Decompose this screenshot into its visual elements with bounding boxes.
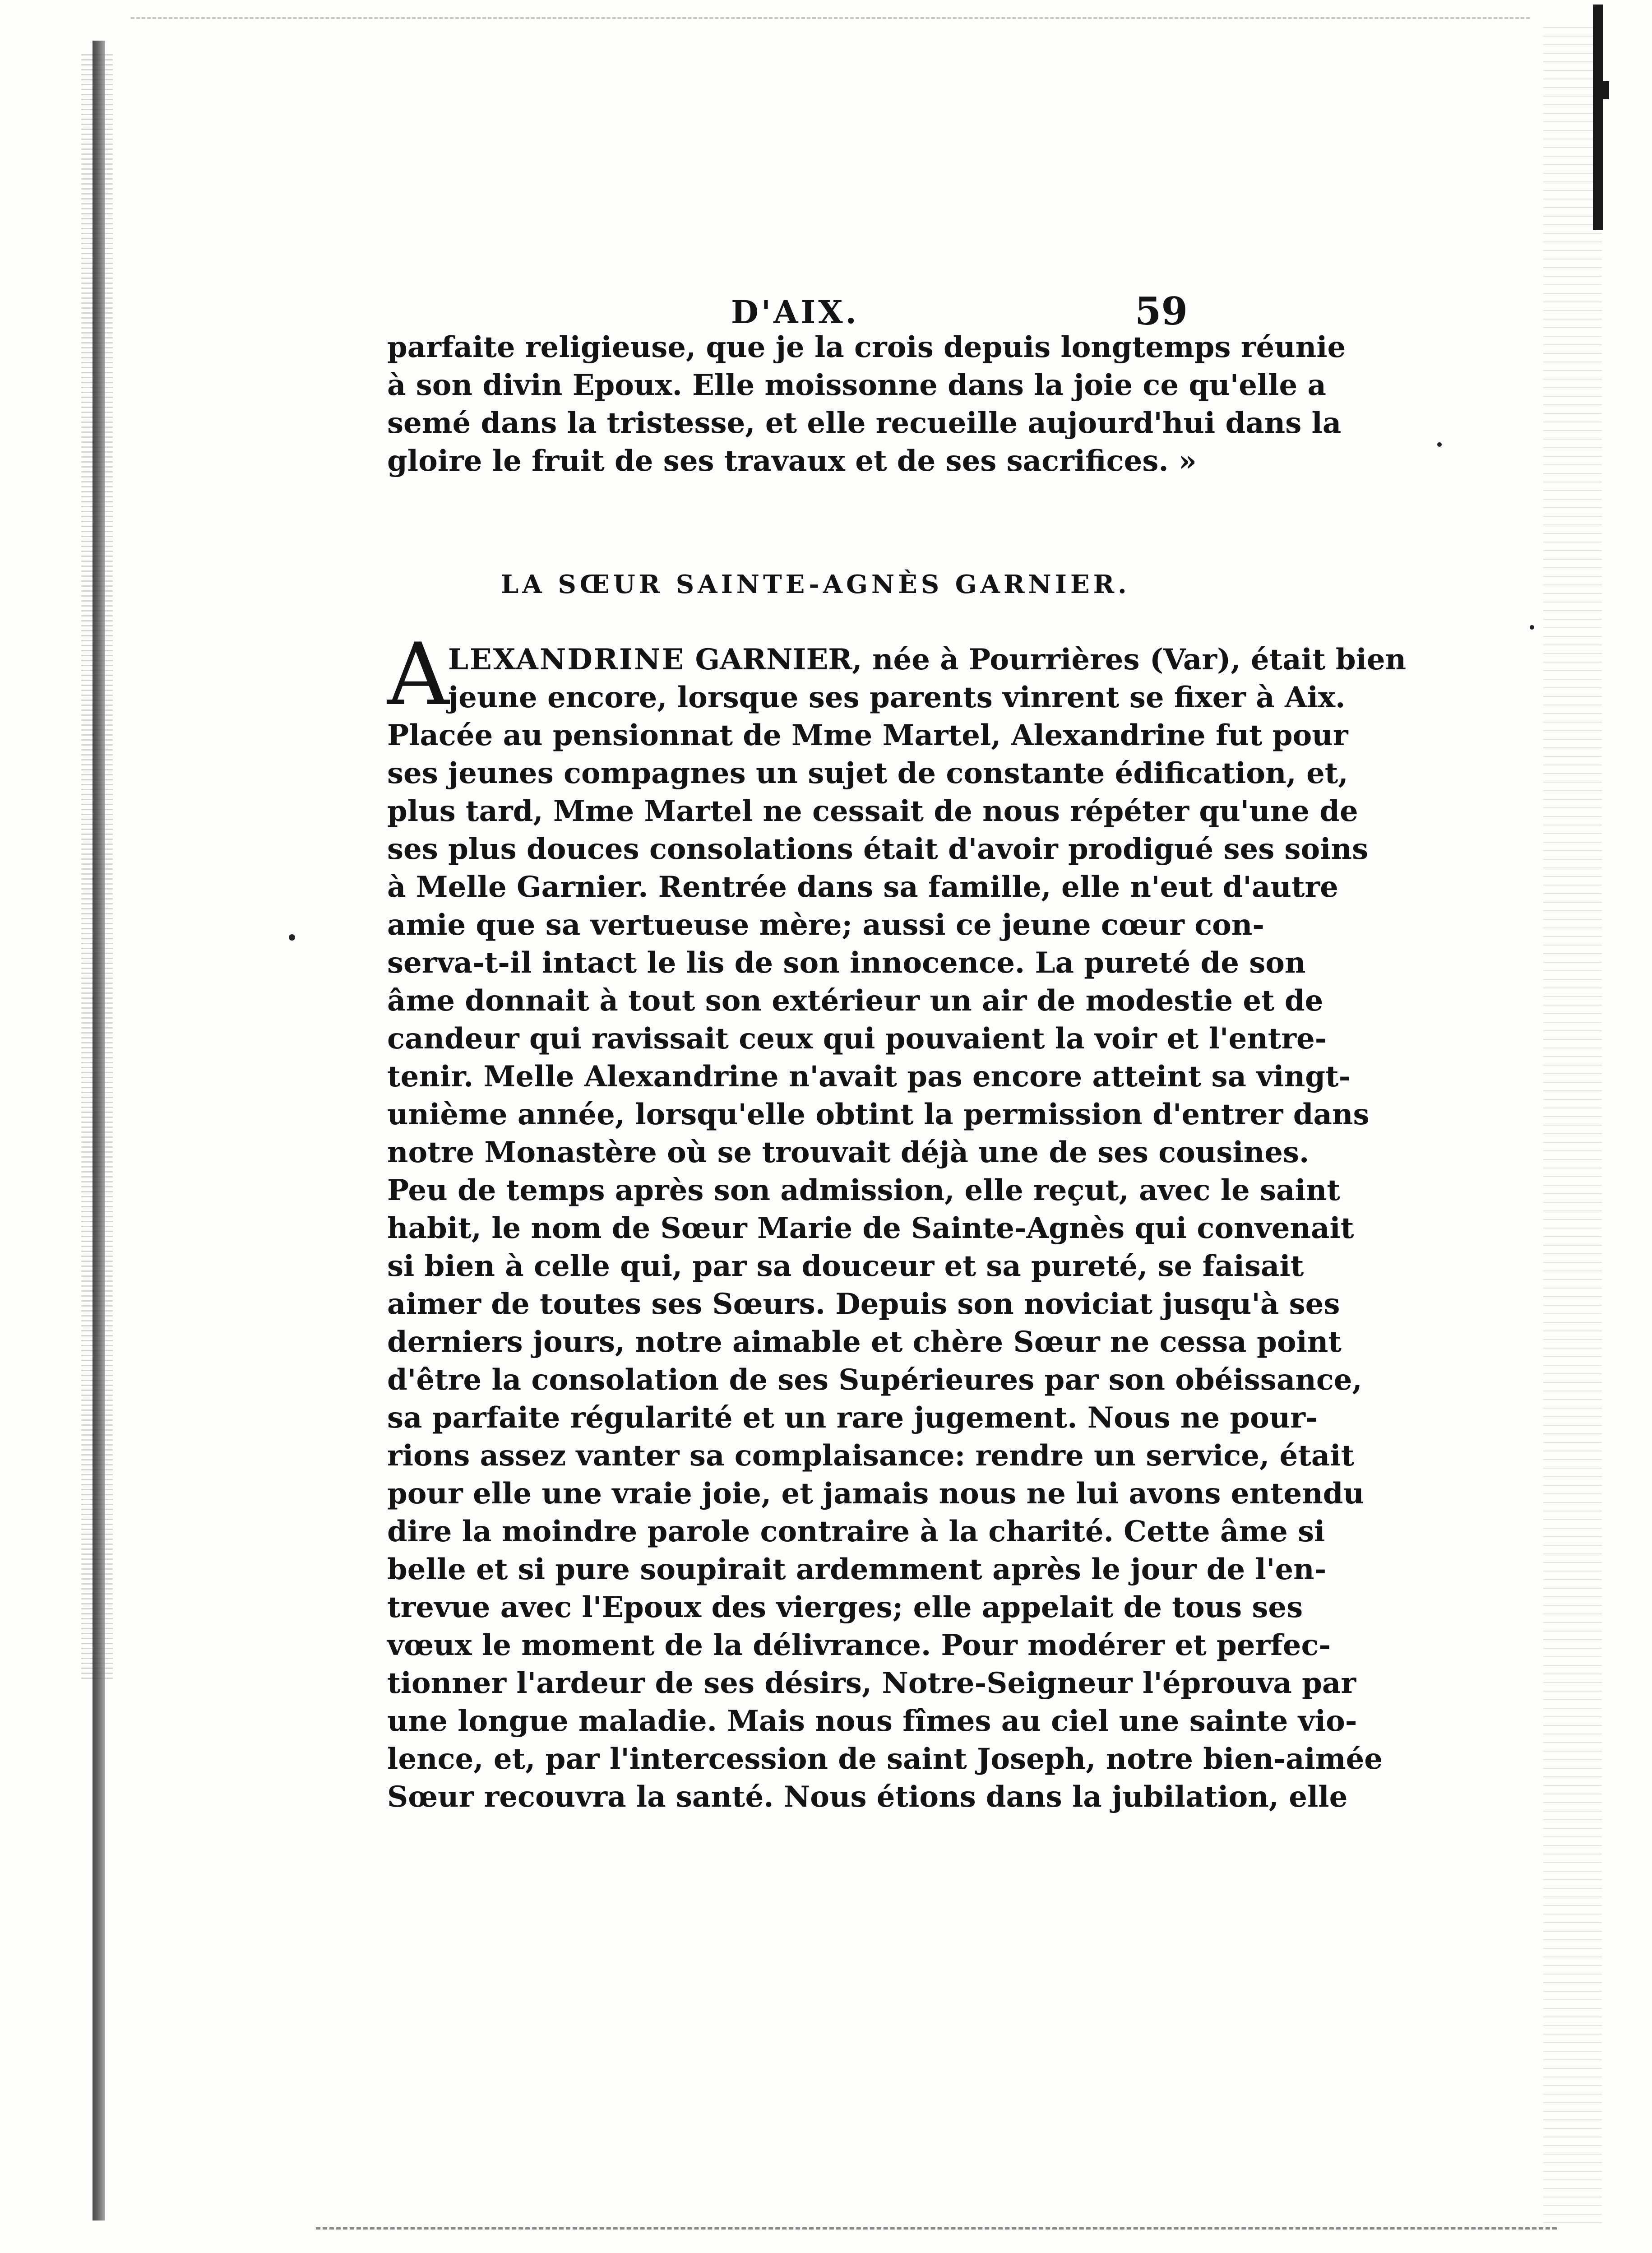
text-line: si bien à celle qui, par sa douceur et sa pureté, se faisait [387, 1249, 1304, 1283]
drop-cap: A [387, 625, 449, 724]
text-line: plus tard, Mme Martel ne cessait de nous répéter qu'une de [387, 794, 1358, 828]
text-line: derniers jours, notre aimable et chère Sœur ne cessa point [387, 1325, 1342, 1359]
text-line: Sœur recouvra la santé. Nous étions dans la jubilation, elle [387, 1780, 1348, 1814]
scan-top-rule [131, 17, 1530, 19]
first-line-rest: GARNIER, née à Pourrières (Var), était bien [685, 643, 1407, 677]
biography-paragraph [387, 641, 1407, 1816]
text-line: âme donnait à tout son extérieur un air de modestie et de [387, 984, 1323, 1018]
text-line: belle et si pure soupirait ardemment après le jour de l'en- [387, 1553, 1327, 1586]
text-line: à son divin Epoux. Elle moissonne dans la joie ce qu'elle a [387, 368, 1326, 402]
text-line: tenir. Melle Alexandrine n'avait pas encore atteint sa vingt- [387, 1060, 1351, 1094]
text-line: aimer de toutes ses Sœurs. Depuis son noviciat jusqu'à ses [387, 1287, 1340, 1321]
scan-bottom-rule [316, 2227, 1557, 2230]
running-head: D'AIX. [731, 293, 859, 331]
scan-right-edge-mark [1593, 81, 1609, 99]
scan-right-noise [1543, 27, 1602, 2230]
text-line: amie que sa vertueuse mère; aussi ce jeune cœur con- [387, 908, 1264, 942]
text-line: candeur qui ravissait ceux qui pouvaient la voir et l'entre- [387, 1022, 1327, 1056]
text-line: rions assez vanter sa complaisance: rendre un service, était [387, 1439, 1355, 1473]
body-lines [387, 717, 1383, 1816]
text-line: semé dans la tristesse, et elle recueille aujourd'hui dans la [387, 406, 1342, 440]
text-line: ses jeunes compagnes un sujet de constante édification, et, [387, 756, 1348, 790]
text-line: parfaite religieuse, que je la crois depuis longtemps réunie [387, 330, 1346, 364]
text-line: d'être la consolation de ses Supérieures par son obéissance, [387, 1363, 1362, 1397]
page-number: 59 [1135, 289, 1188, 334]
text-line: pour elle une vraie joie, et jamais nous ne lui avons entendu [387, 1477, 1365, 1511]
first-line [387, 641, 1407, 679]
text-line: notre Monastère où se trouvait déjà une de ses cousines. [387, 1136, 1310, 1169]
text-line: unième année, lorsqu'elle obtint la permission d'entrer dans [387, 1098, 1370, 1131]
text-line: lence, et, par l'intercession de saint Joseph, notre bien-aimée [387, 1742, 1383, 1776]
intro-paragraph [387, 329, 1346, 480]
text-line: à Melle Garnier. Rentrée dans sa famille, elle n'eut d'autre [387, 870, 1338, 904]
text-line: Placée au pensionnat de Mme Martel, Alexandrine fut pour [387, 719, 1348, 752]
text-line: tionner l'ardeur de ses désirs, Notre-Seigneur l'éprouva par [387, 1666, 1356, 1700]
text-line: jeune encore, lorsque ses parents vinrent se fixer à Aix. [448, 681, 1346, 714]
text-line: gloire le fruit de ses travaux et de ses sacrifices. » [387, 444, 1197, 478]
text-line: habit, le nom de Sœur Marie de Sainte-Agnès qui convenait [387, 1211, 1354, 1245]
text-line: dire la moindre parole contraire à la charité. Cette âme si [387, 1515, 1325, 1548]
section-heading: LA SŒUR SAINTE-AGNÈS GARNIER. [501, 570, 1130, 599]
scan-right-edge-bar [1593, 5, 1603, 230]
text-line: vœux le moment de la délivrance. Pour modérer et perfec- [387, 1628, 1331, 1662]
scan-left-edge [93, 41, 105, 2221]
text-line: Peu de temps après son admission, elle reçut, avec le saint [387, 1173, 1340, 1207]
text-line: ses plus douces consolations était d'avoir prodigué ses soins [387, 832, 1369, 866]
scan-speck [1530, 625, 1534, 630]
first-word-smallcaps: LEXANDRINE [448, 643, 685, 677]
text-line: trevue avec l'Epoux des vierges; elle appelait de tous ses [387, 1590, 1303, 1624]
text-line: sa parfaite régularité et un rare jugement. Nous ne pour- [387, 1401, 1318, 1435]
text-line: serva-t-il intact le lis de son innocence. La pureté de son [387, 946, 1306, 980]
text-line: une longue maladie. Mais nous fîmes au ciel une sainte vio- [387, 1704, 1357, 1738]
scan-speck [289, 934, 295, 941]
scan-speck [1437, 442, 1442, 447]
